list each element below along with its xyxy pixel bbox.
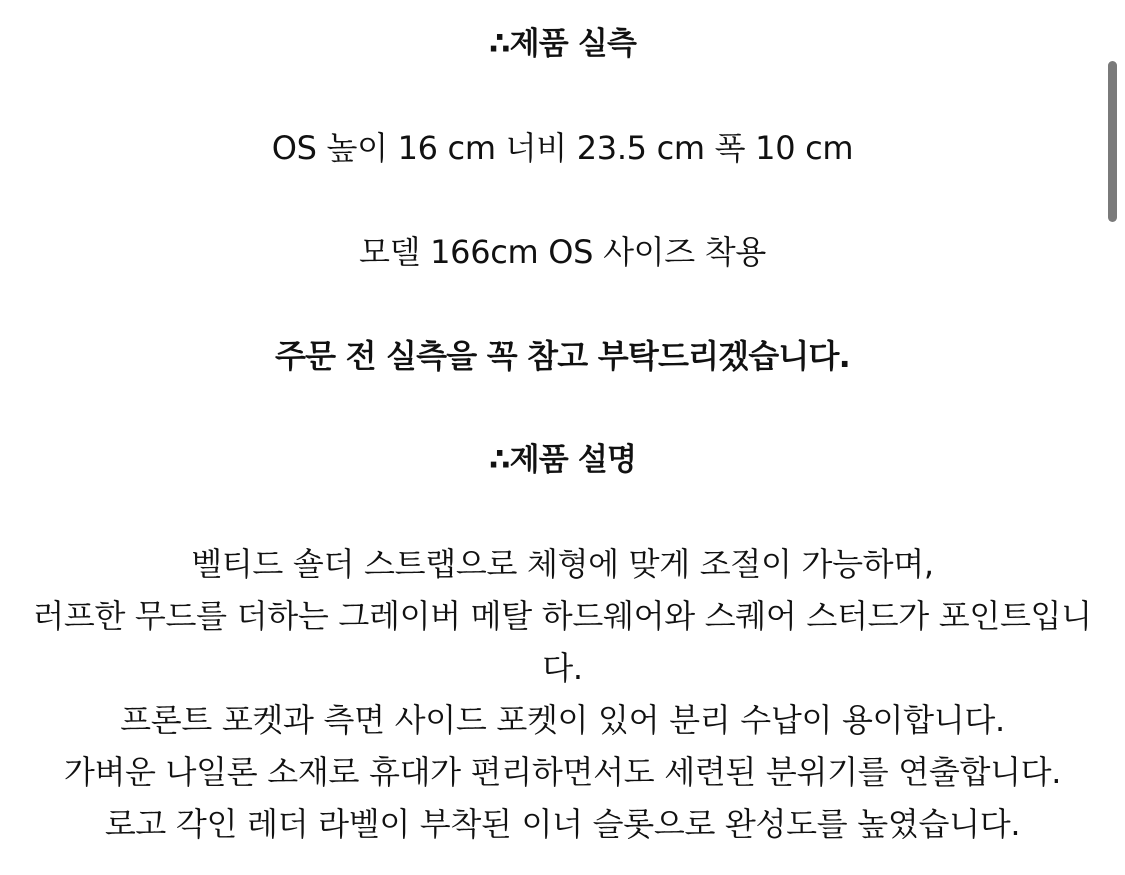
model-fit-line: 모델 166cm OS 사이즈 착용 [358, 233, 767, 271]
description-line: 가벼운 나일론 소재로 휴대가 편리하면서도 세련된 분위기를 연출합니다. [63, 753, 1062, 791]
scrollbar-thumb[interactable] [1108, 61, 1117, 222]
measurement-notice: 주문 전 실측을 꼭 참고 부탁드리겠습니다. [275, 337, 850, 375]
measurement-section-title: ∴제품 실측 [488, 26, 637, 62]
description-line: 프론트 포켓과 측면 사이드 포켓이 있어 분리 수납이 용이합니다. [120, 701, 1005, 739]
description-paragraph [16, 538, 1109, 850]
description-section-title: ∴제품 설명 [488, 442, 637, 478]
description-line: 벨티드 숄더 스트랩으로 체형에 맞게 조절이 가능하며, [191, 545, 934, 583]
description-line: 러프한 무드를 더하는 그레이버 메탈 하드웨어와 스퀘어 스터드가 포인트입니다. [33, 597, 1092, 687]
description-line: 로고 각인 레더 라벨이 부착된 이너 슬롯으로 완성도를 높였습니다. [104, 805, 1021, 843]
measurement-line: OS 높이 16 cm 너비 23.5 cm 폭 10 cm [271, 129, 854, 167]
